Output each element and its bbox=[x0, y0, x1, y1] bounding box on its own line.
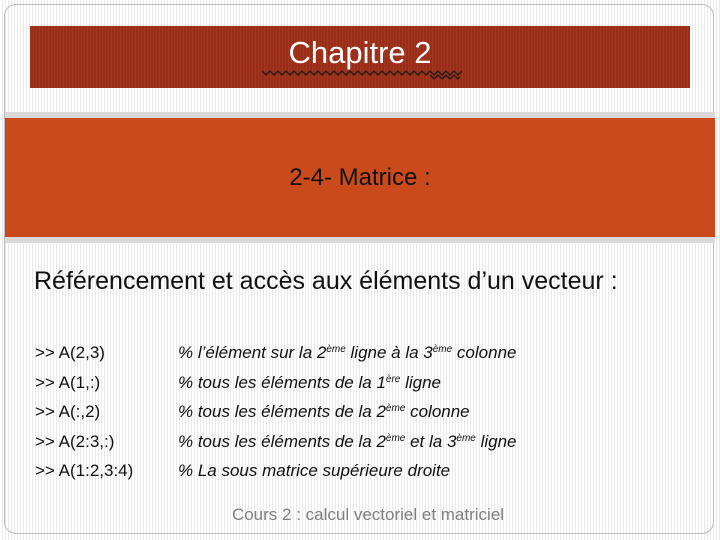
comment-line: % tous les éléments de la 2ème et la 3ème ligne bbox=[178, 431, 517, 451]
spellcheck-underline-section bbox=[430, 73, 460, 81]
comment-line: % l’élément sur la 2ème ligne à la 3ème colonne bbox=[178, 343, 517, 362]
comment-list bbox=[178, 338, 517, 486]
command-line: >> A(2,3) bbox=[35, 343, 105, 362]
section-banner bbox=[5, 112, 715, 243]
command-line: >> A(2:3,:) bbox=[35, 431, 115, 451]
comment-line: % La sous matrice supérieure droite bbox=[178, 461, 451, 480]
command-line: >> A(1:2,3:4) bbox=[35, 461, 134, 480]
section-banner-fill bbox=[5, 118, 715, 237]
chapter-banner bbox=[30, 26, 690, 88]
command-line: >> A(:,2) bbox=[35, 402, 101, 421]
command-list bbox=[35, 338, 133, 486]
command-line: >> A(1,:) bbox=[35, 372, 101, 392]
chapter-title: Chapitre 2 bbox=[288, 35, 432, 70]
comment-line: % tous les éléments de la 1ère ligne bbox=[178, 372, 441, 392]
comment-line: % tous les éléments de la 2ème colonne bbox=[178, 402, 470, 421]
section-title: 2-4- Matrice : bbox=[289, 164, 431, 191]
intro-text: Référencement et accès aux éléments d’un vecteur : bbox=[34, 267, 618, 295]
slide-footer: Cours 2 : calcul vectoriel et matriciel bbox=[231, 505, 505, 524]
